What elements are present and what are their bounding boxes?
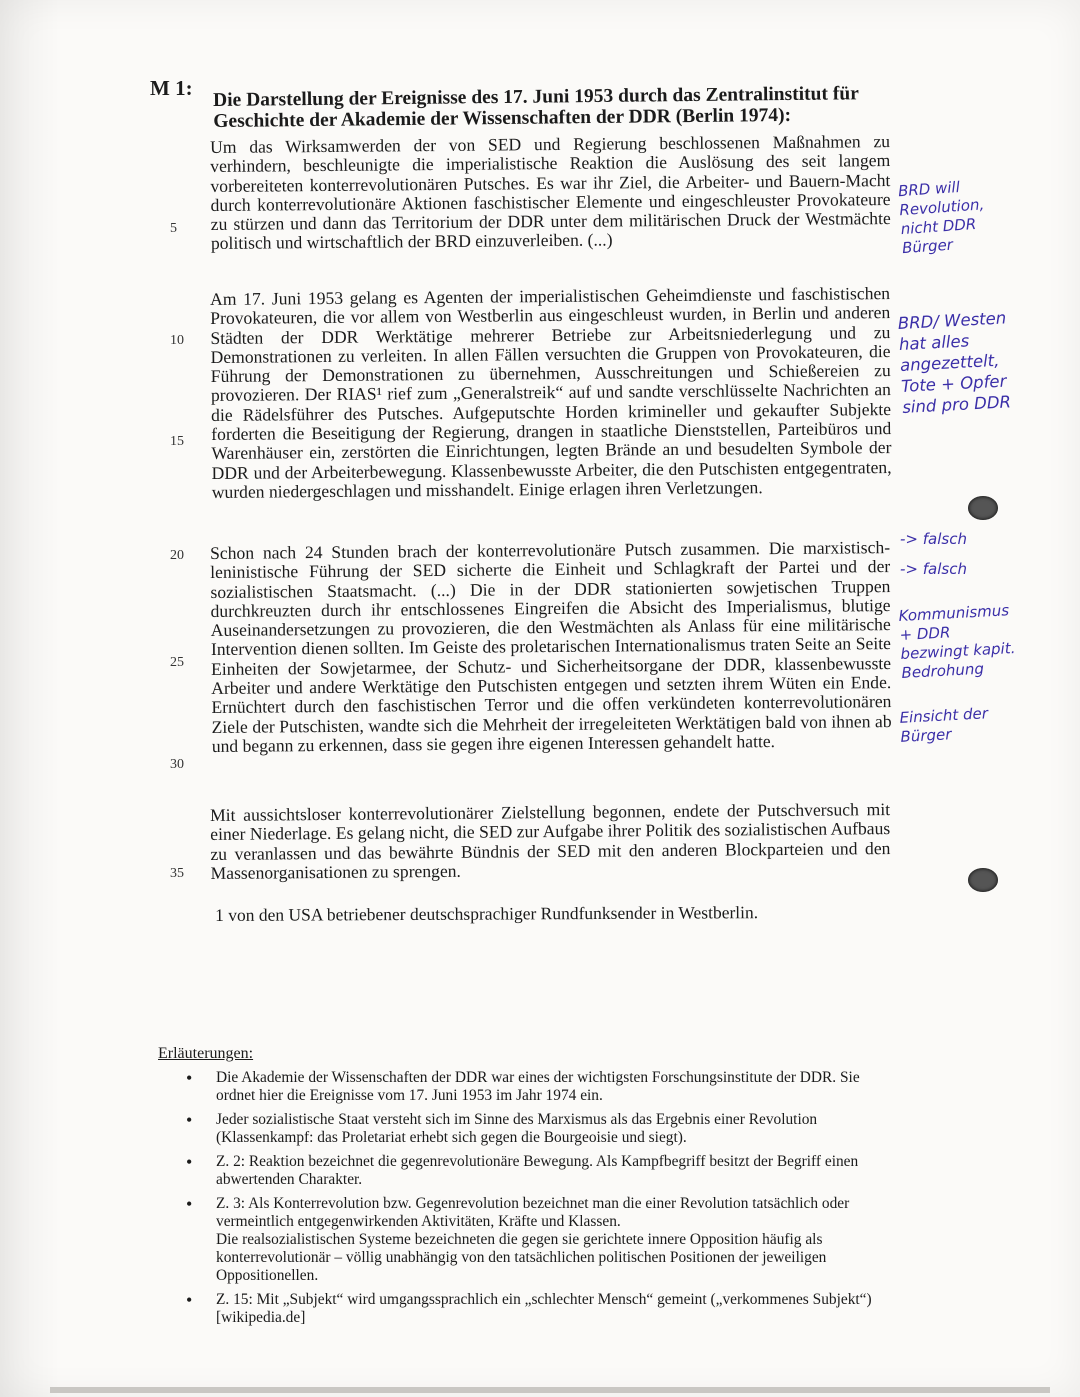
handwritten-note-4: -> falsch — [900, 560, 967, 578]
paragraph-4: Mit aussichtsloser konterrevolutionärer Zielstellung begonnen, endete der Putschversuch mit einer Niederlage. Es gelang nicht, die SED zur Aufgabe ihrer Politik des sozialistischen Aufbaus zu veranlassen und das bewährte Bündnis der SED mit den anderen Blockparteien und den Massenorganisationen zu sprengen. — [209, 799, 891, 883]
list-item: • Z. 3: Als Konterrevolution bzw. Gegenrevolution bezeichnet man die einer Revolution tatsächlich oder vermeintlich entgegenwirkenden Aktivitäten, Kräfte und Klassen. Die realsozialistischen Systeme bezeichneten die gegen sie gerichtete innere Opposition häufig als konterrevolutionär – völlig unabhängig von den tatsächlichen politischen Positionen der jeweiligen Oppositionellen. — [216, 1195, 878, 1285]
list-item: • Die Akademie der Wissenschaften der DDR war eines der wichtigsten Forschungsinstitute der DDR. Sie ordnet hier die Ereignisse vom 17. Juni 1953 im Jahr 1974 ein. — [216, 1069, 878, 1105]
paragraph-2: Am 17. Juni 1953 gelang es Agenten der imperialistischen Geheimdienste und faschistischen Provokateuren, die vor allem von Westberlin aus eingeschleust wurden, in Berlin und anderen Städten der DDR Werktätige mehrerer Betriebe zur Arbeitsniederlegung und zu Demonstrationen zu verleiten. In allen Fällen versuchten die Gruppen von Provokateuren, die Führung der Demonstrationen zu übernehmen, Ausschreitungen und Schießereien zu provozieren. Der RIAS¹ rief zum „Generalstreik“ auf und sandte verschlüsselte Nachrichten an die Rädelsführer des Putsches. Aufgeputschte Horden krimineller und gekaufter Subjekte forderten die Beseitigung der Regierung, drangen in staatliche Dienststellen, Parteibüros und Warenhäuser ein, zerstörten die Einrichtungen, legten Brände an und besudelten Symbole der DDR und der Arbeiterbewegung. Klassenbewusste Arbeiter, die den Putschisten entgegentraten, wurden niedergeschlagen und misshandelt. Einige erlagen ihren Verletzungen. — [209, 283, 892, 502]
explanations-title: Erläuterungen: — [158, 1045, 254, 1062]
explanations-section — [158, 1045, 878, 1333]
line-number: 25 — [170, 655, 184, 670]
handwritten-note-1: BRD will Revolution, nicht DDR Bürger — [897, 177, 985, 258]
list-item: • Jeder sozialistische Staat versteht sich im Sinne des Marxismus als das Ergebnis einer Revolution (Klassenkampf: das Proletariat erhebt sich gegen die Bourgeoisie und siegt). — [216, 1111, 878, 1147]
explanations-list — [158, 1069, 878, 1327]
paragraph-1: Um das Wirksamwerden der von SED und Regierung beschlossenen Maßnahmen zu verhindern, beschleunigte die imperialistische Reaktion die Auslösung des seit langem vorbereiteten konterrevolutionären Putsches. Es war ihr Ziel, die Arbeiter- und Bauern-Macht durch konterrevolutionäre Aktionen faschistischer Elemente und eingeschleuster Provokateure zu stürzen und dann das Territorium der DDR unter dem militärischen Druck der Westmächte politisch und wirtschaftlich der BRD einzuverleiben. (...) — [209, 131, 891, 254]
list-item: • Z. 15: Mit „Subjekt“ wird umgangssprachlich ein „schlechter Mensch“ gemeint („verkommenes Subjekt“) [wikipedia.de] — [216, 1291, 878, 1327]
handwritten-note-5: Kommunismus + DDR bezwingt kapit. Bedrohung — [898, 601, 1016, 682]
line-number: 30 — [170, 757, 184, 772]
footnote: 1 von den USA betriebener deutschsprachiger Rundfunksender in Westberlin. — [215, 902, 759, 925]
line-number: 35 — [170, 866, 184, 881]
line-number: 20 — [170, 548, 184, 563]
punch-hole-icon — [968, 496, 998, 520]
scan-edge-shadow — [0, 0, 60, 1397]
line-number: 5 — [170, 221, 177, 236]
document-title: Die Darstellung der Ereignisse des 17. Juni 1953 durch das Zentralinstitut für Geschichte der Akademie der Wissenschaften der DDR (Berlin 1974): — [213, 83, 859, 132]
handwritten-note-6: Einsicht der Bürger — [899, 704, 989, 746]
punch-hole-icon — [968, 868, 998, 892]
line-number: 15 — [170, 434, 184, 449]
paragraph-3: Schon nach 24 Stunden brach der konterrevolutionäre Putsch zusammen. Die marxistisch-leninistische Führung der SED sicherte die Einheit und Schlagkraft der Partei und der sozialistischen Staatsmacht. (...) Die in der DDR stationierten sowjetischen Truppen durchkreuzten durch ihr entschlossenes Eingreifen die Absicht des Imperialismus, blutige Auseinandersetzungen zu provozieren, die den Westmächten als Anlass für eine militärische Intervention dienen sollten. Im Geiste des proletarischen Internationalismus traten Seite an Seite Einheiten der Sowjetarmee, der Schutz- und Sicherheitsorgane der DDR, klassenbewusste Arbeiter und andere Werktätige den Putschisten entgegen und setzten ihrem Wüten ein Ende. Ernüchtert durch den faschistischen Terror und die offen verkündeten konterrevolutionären Ziele der Putschisten, wandte sich die Mehrheit der irregeleiteten Werktätigen bald von ihnen ab und begann zu erkennen, dass sie gegen ihre eigenen Interessen gehandelt hatte. — [209, 537, 892, 756]
handwritten-note-2: BRD/ Westen hat alles angezettelt, Tote + Opfer sind pro DDR — [897, 308, 1012, 417]
list-item: • Z. 2: Reaktion bezeichnet die gegenrevolutionäre Bewegung. Als Kampfbegriff besitzt der Begriff einen abwertenden Charakter. — [216, 1153, 878, 1189]
material-label: M 1: — [150, 76, 193, 100]
line-number: 10 — [170, 333, 184, 348]
page-bottom-edge — [50, 1387, 1050, 1393]
handwritten-note-3: -> falsch — [900, 530, 967, 548]
